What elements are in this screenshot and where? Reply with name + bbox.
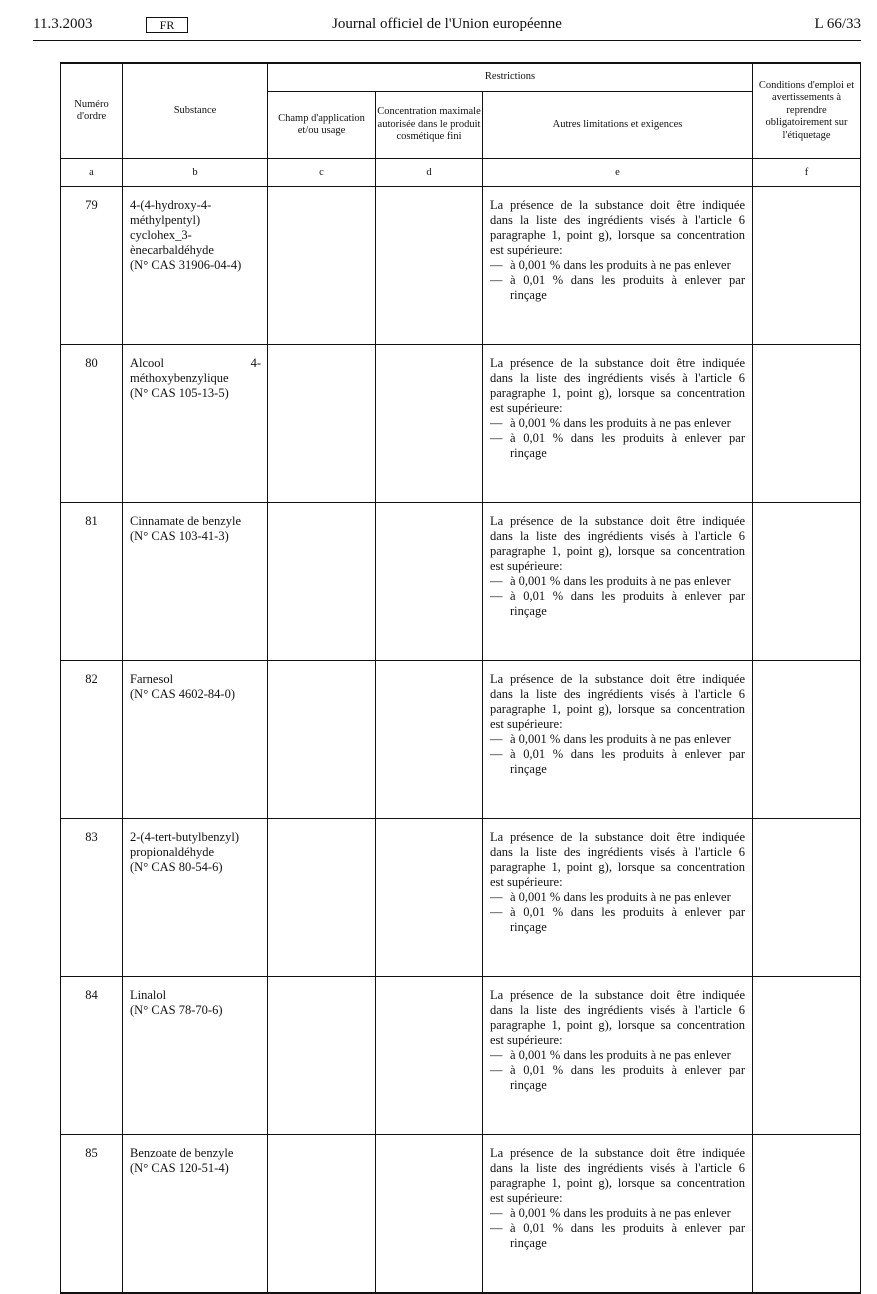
concentration-cell [376, 1135, 483, 1294]
cas-number: (N° CAS 31906-04-4) [130, 258, 242, 272]
substance-name: 2-(4-tert-butylbenzyl) propionaldéhyde [130, 830, 239, 859]
substance-cell [123, 819, 268, 977]
substance-cell [123, 977, 268, 1135]
label-b: b [123, 159, 268, 187]
substance-name: 4-(4-hydroxy-4-méthylpentyl) cyclohex_3-ènecarbaldéhyde [130, 198, 214, 257]
conditions-cell [753, 977, 861, 1135]
limitation-item-rinse-off [490, 431, 745, 461]
limitation-item-text: à 0,01 % dans les produits à enlever par rinçage [510, 273, 746, 302]
limitation-item-text: à 0,001 % dans les produits à ne pas enlever [510, 574, 731, 588]
row-number: 82 [61, 661, 123, 819]
limitation-cell [483, 187, 753, 345]
concentration-cell [376, 977, 483, 1135]
limitation-intro: La présence de la substance doit être indiquée dans la liste des ingrédients visés à l'article 6 paragraphe 1, point g), lorsque sa concentration est supérieure: [490, 1146, 746, 1205]
limitation-item-rinse-off [490, 589, 745, 619]
header-date: 11.3.2003 [33, 16, 93, 32]
limitation-intro: La présence de la substance doit être indiquée dans la liste des ingrédients visés à l'article 6 paragraphe 1, point g), lorsque sa concentration est supérieure: [490, 356, 746, 415]
dash-mark: — [490, 273, 503, 287]
concentration-cell [376, 345, 483, 503]
dash-mark: — [490, 747, 503, 761]
limitation-item-text: à 0,01 % dans les produits à enlever par rinçage [510, 589, 746, 618]
restrictions-table [60, 62, 861, 1294]
table-row [61, 187, 861, 345]
champ-cell [268, 661, 376, 819]
dash-mark: — [490, 890, 503, 904]
champ-cell [268, 345, 376, 503]
cas-number: (N° CAS 80-54-6) [130, 860, 223, 874]
table-row [61, 661, 861, 819]
table-row [61, 345, 861, 503]
limitation-cell [483, 345, 753, 503]
conditions-cell [753, 187, 861, 345]
limitation-cell [483, 503, 753, 661]
limitation-intro: La présence de la substance doit être indiquée dans la liste des ingrédients visés à l'article 6 paragraphe 1, point g), lorsque sa concentration est supérieure: [490, 988, 746, 1047]
limitation-item-leave-on [490, 732, 745, 747]
limitation-item-text: à 0,01 % dans les produits à enlever par rinçage [510, 747, 746, 776]
substance-cell [123, 345, 268, 503]
col-restrictions: Restrictions [268, 63, 753, 92]
substance-cell [123, 503, 268, 661]
substance-name: Cinnamate de benzyle [130, 514, 242, 528]
champ-cell [268, 187, 376, 345]
champ-cell [268, 1135, 376, 1294]
limitation-item-text: à 0,01 % dans les produits à enlever par rinçage [510, 1063, 746, 1092]
substance-cell [123, 187, 268, 345]
row-number: 84 [61, 977, 123, 1135]
limitation-item-text: à 0,001 % dans les produits à ne pas enlever [510, 1206, 731, 1220]
cas-number: (N° CAS 105-13-5) [130, 386, 229, 400]
dash-mark: — [490, 1063, 503, 1077]
limitation-cell [483, 819, 753, 977]
col-conditions: Conditions d'emploi et avertissements à reprendre obligatoirement sur l'étiquetage [753, 63, 861, 159]
limitation-item-leave-on [490, 574, 745, 589]
limitation-item-rinse-off [490, 905, 745, 935]
limitation-item-text: à 0,01 % dans les produits à enlever par rinçage [510, 905, 746, 934]
limitation-intro: La présence de la substance doit être indiquée dans la liste des ingrédients visés à l'article 6 paragraphe 1, point g), lorsque sa concentration est supérieure: [490, 672, 746, 731]
header-rule [33, 40, 861, 41]
row-number: 80 [61, 345, 123, 503]
conditions-cell [753, 345, 861, 503]
table-row [61, 977, 861, 1135]
label-f: f [753, 159, 861, 187]
col-autres: Autres limitations et exigences [483, 92, 753, 159]
concentration-cell [376, 661, 483, 819]
limitation-item-text: à 0,01 % dans les produits à enlever par rinçage [510, 1221, 746, 1250]
page-number: L 66/33 [814, 16, 861, 32]
dash-mark: — [490, 1221, 503, 1235]
cas-number: (N° CAS 103-41-3) [130, 529, 229, 543]
row-number: 79 [61, 187, 123, 345]
limitation-item-text: à 0,001 % dans les produits à ne pas enlever [510, 1048, 731, 1062]
limitation-cell [483, 977, 753, 1135]
champ-cell [268, 819, 376, 977]
limitation-item-text: à 0,001 % dans les produits à ne pas enlever [510, 732, 731, 746]
limitation-cell [483, 1135, 753, 1294]
page-header [33, 14, 861, 38]
dash-mark: — [490, 574, 503, 588]
language-badge: FR [146, 17, 188, 33]
limitation-item-text: à 0,001 % dans les produits à ne pas enlever [510, 258, 731, 272]
concentration-cell [376, 187, 483, 345]
dash-mark: — [490, 1206, 503, 1220]
dash-mark: — [490, 1048, 503, 1062]
row-number: 85 [61, 1135, 123, 1294]
cas-number: (N° CAS 120-51-4) [130, 1161, 229, 1175]
dash-mark: — [490, 431, 503, 445]
limitation-cell [483, 661, 753, 819]
dash-mark: — [490, 732, 503, 746]
journal-title: Journal officiel de l'Union européenne [332, 16, 562, 32]
table-row [61, 1135, 861, 1294]
conditions-cell [753, 661, 861, 819]
limitation-item-rinse-off [490, 273, 745, 303]
label-e: e [483, 159, 753, 187]
row-number: 83 [61, 819, 123, 977]
table-row [61, 819, 861, 977]
col-champ: Champ d'application et/ou usage [268, 92, 376, 159]
conditions-cell [753, 819, 861, 977]
limitation-item-text: à 0,001 % dans les produits à ne pas enlever [510, 416, 731, 430]
col-numero: Numéro d'ordre [61, 63, 123, 159]
conditions-cell [753, 503, 861, 661]
limitation-item-leave-on [490, 258, 745, 273]
champ-cell [268, 503, 376, 661]
conditions-cell [753, 1135, 861, 1294]
limitation-item-leave-on [490, 1048, 745, 1063]
substance-name: Linalol [130, 988, 167, 1002]
substance-name: Farnesol [130, 672, 174, 686]
dash-mark: — [490, 905, 503, 919]
limitation-intro: La présence de la substance doit être indiquée dans la liste des ingrédients visés à l'article 6 paragraphe 1, point g), lorsque sa concentration est supérieure: [490, 198, 746, 257]
table-row [61, 503, 861, 661]
dash-mark: — [490, 258, 503, 272]
col-concentration: Concentration maximale autorisée dans le produit cosmétique fini [376, 92, 483, 159]
concentration-cell [376, 819, 483, 977]
dash-mark: — [490, 589, 503, 603]
cas-number: (N° CAS 4602-84-0) [130, 687, 235, 701]
limitation-item-leave-on [490, 890, 745, 905]
limitation-item-text: à 0,001 % dans les produits à ne pas enlever [510, 890, 731, 904]
label-c: c [268, 159, 376, 187]
limitation-item-rinse-off [490, 747, 745, 777]
col-substance: Substance [123, 63, 268, 159]
substance-cell [123, 1135, 268, 1294]
concentration-cell [376, 503, 483, 661]
limitation-item-text: à 0,01 % dans les produits à enlever par rinçage [510, 431, 746, 460]
limitation-item-rinse-off [490, 1063, 745, 1093]
label-d: d [376, 159, 483, 187]
champ-cell [268, 977, 376, 1135]
dash-mark: — [490, 416, 503, 430]
limitation-intro: La présence de la substance doit être indiquée dans la liste des ingrédients visés à l'article 6 paragraphe 1, point g), lorsque sa concentration est supérieure: [490, 514, 746, 573]
cas-number: (N° CAS 78-70-6) [130, 1003, 223, 1017]
limitation-item-leave-on [490, 416, 745, 431]
substance-name: Benzoate de benzyle [130, 1146, 234, 1160]
substance-cell [123, 661, 268, 819]
label-a: a [61, 159, 123, 187]
limitation-item-leave-on [490, 1206, 745, 1221]
limitation-item-rinse-off [490, 1221, 745, 1251]
row-number: 81 [61, 503, 123, 661]
substance-name: Alcool 4-méthoxybenzylique [130, 356, 261, 385]
limitation-intro: La présence de la substance doit être indiquée dans la liste des ingrédients visés à l'article 6 paragraphe 1, point g), lorsque sa concentration est supérieure: [490, 830, 746, 889]
